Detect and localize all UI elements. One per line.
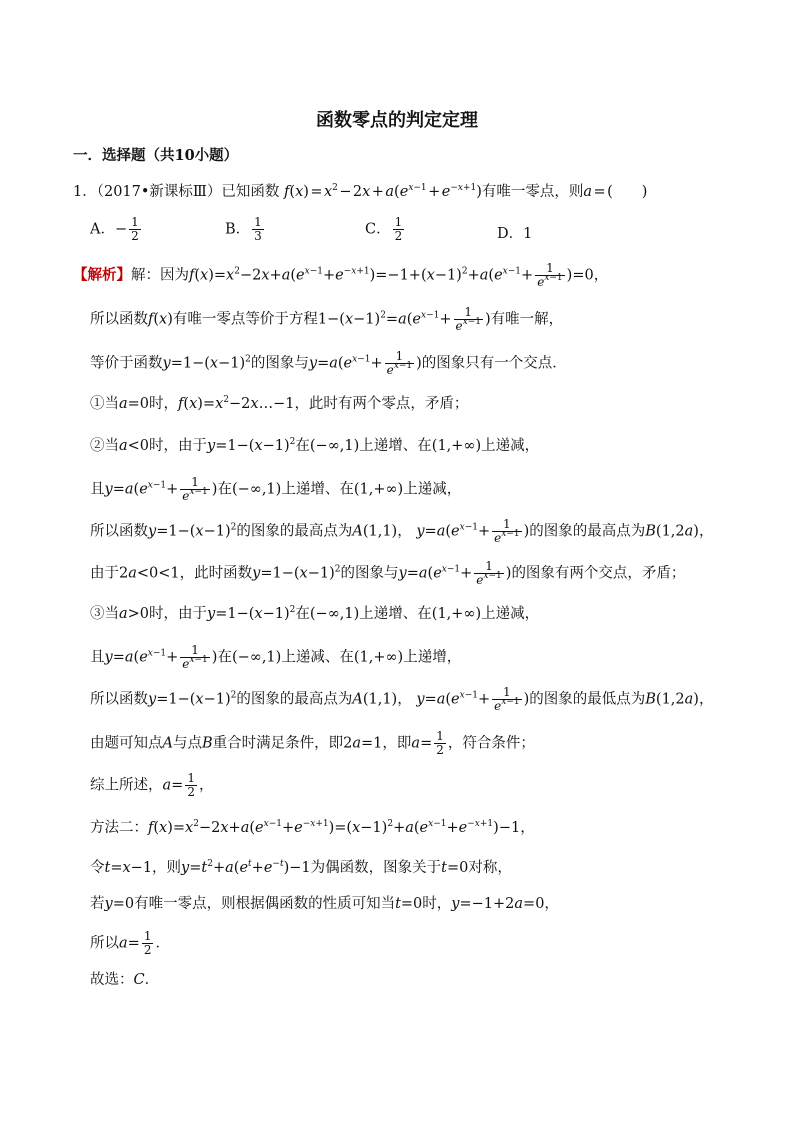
section-heading: 一．选择题（共10小题） <box>73 147 239 164</box>
option-b[interactable]: B． $\frac{1}{3}$ <box>225 215 262 243</box>
solution-answer: 故选：C． <box>90 972 160 988</box>
solution-line-17: 所以a= $\frac{1}{2}$ ． <box>90 929 170 957</box>
solution-line-3: 等价于函数$y=1-(x-1)^2$的图象与$y=a(e^{x-1}+$ $\frac{1}{e^{x-1}}$ )的图象只有一个交点． <box>90 349 567 377</box>
solution-line-14: 方法二：$f(x)=x^2-2x+a(e^{x-1}+e^{-x+1})=(x-1)^2+a(e^{x-1}+e^{-x+1})-1$， <box>90 819 535 836</box>
solution-line-2: 所以函数f(x)有唯一零点等价于方程$1-(x-1)^2=a(e^{x-1}+$ $\frac{1}{e^{x-1}}$ )有唯一解， <box>90 305 564 333</box>
solution-line-5: ②当a<0时，由于$y=1-(x-1)^2$在(−∞,1)上递增、在(1,+∞)上递减， <box>90 437 540 454</box>
solution-line-1: 【解析】解：因为$f(x)=x^2-2x+a(e^{x-1}+e^{-x+1})=-1+(x-1)^2+a(e^{x-1}+$ $\frac{1}{e^{x-1}}$ )=0， <box>73 261 609 289</box>
option-d[interactable]: D．1 <box>497 226 533 242</box>
solution-line-9: ③当a>0时，由于$y=1-(x-1)^2$在(−∞,1)上递增、在(1,+∞)上递减， <box>90 605 540 622</box>
option-a[interactable]: A．− $\frac{1}{2}$ <box>90 215 139 243</box>
solution-line-10: 且$y=a(e^{x-1}+$ $\frac{1}{e^{x-1}}$ )在(−∞,1)上递减、在(1,+∞)上递增， <box>90 643 462 671</box>
solution-line-4: ①当a=0时，$f(x)=x^2-2x\dots-1$，此时有两个零点，矛盾； <box>90 395 469 412</box>
solution-line-7: 所以函数$y=1-(x-1)^2$的图象的最高点为A(1,1)， $y=a(e^{x-1}+$ $\frac{1}{e^{x-1}}$ )的图象的最高点为B(1,2a)， <box>90 517 714 545</box>
solution-line-8: 由于2a<0<1，此时函数$y=1-(x-1)^2$的图象与$y=a(e^{x-1}+$ $\frac{1}{e^{x-1}}$ )的图象有两个交点，矛盾； <box>90 559 686 587</box>
question-stem: 1．（2017•新课标Ⅲ）已知函数 f(x) = $x^2$ − 2x + $a(e^{x-1}$ + $e^{-x+1}$)有唯一零点，则a = ( ) <box>73 183 648 200</box>
solution-label: 【解析】 <box>73 266 131 284</box>
solution-line-6: 且$y=a(e^{x-1}+$ $\frac{1}{e^{x-1}}$ )在(−∞,1)上递增、在(1,+∞)上递减， <box>90 475 462 503</box>
option-c[interactable]: C． $\frac{1}{2}$ <box>365 215 403 243</box>
solution-line-16: 若y=0有唯一零点，则根据偶函数的性质可知当t=0时，y=−1+2a=0， <box>90 896 559 912</box>
solution-line-12: 由题可知点A与点B重合时满足条件，即2a=1，即a= $\frac{1}{2}$ ，符合条件； <box>90 729 535 757</box>
solution-line-11: 所以函数$y=1-(x-1)^2$的图象的最高点为A(1,1)， $y=a(e^{x-1}+$ $\frac{1}{e^{x-1}}$ )的图象的最低点为B(1,2a)， <box>90 685 714 713</box>
solution-line-15: 令t=x−1，则$y=t^2+a(e^t+e^{-t})-1$为偶函数，图象关于t=0对称， <box>90 859 512 876</box>
solution-line-13: 综上所述，a= $\frac{1}{2}$ ， <box>90 771 214 799</box>
page-title: 函数零点的判定定理 <box>316 110 478 131</box>
